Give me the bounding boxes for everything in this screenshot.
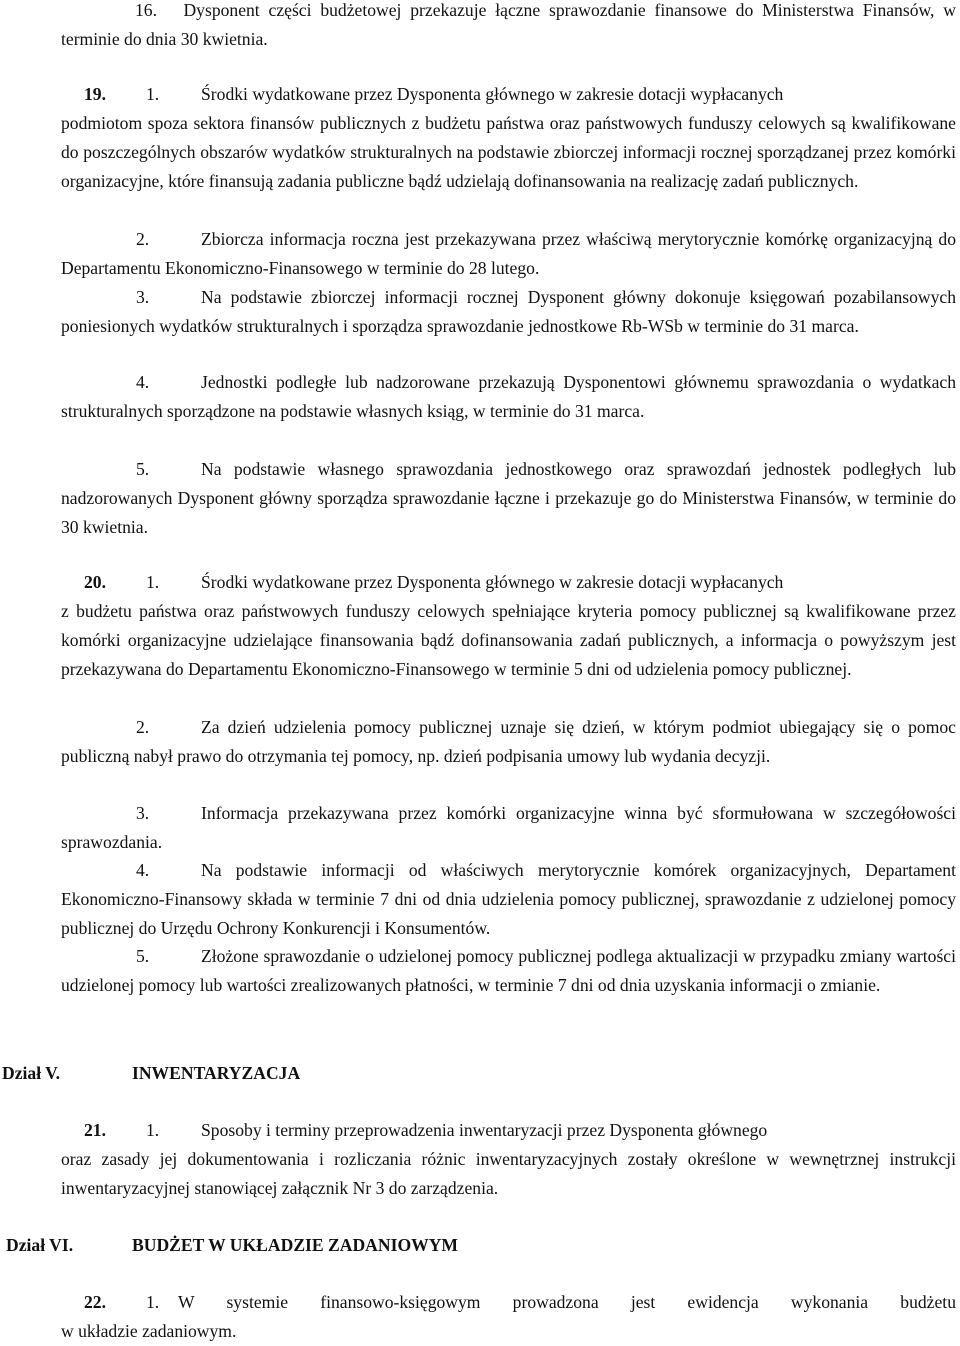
section-22 [61,1288,956,1346]
section-20-item-3-num: 3. [136,803,150,823]
section-20-item-5-text: Złożone sprawozdanie o udzielonej pomocy publicznej podlega aktualizacji w przypadku zmiany wartości udzielonej pomocy lub wartości zrealizowanych płatności, w terminie 7 dni od dnia uzyskania informacji o zmianie. [61,946,956,995]
chapter-5-heading [0,1058,960,1088]
section-19-item-3-num: 3. [136,287,150,307]
section-19-item-5-num: 5. [136,459,150,479]
paragraph-16 [61,0,956,54]
section-20-item-3 [61,799,956,857]
section-20-item-5-num: 5. [136,946,150,966]
section-19-item-4-text: Jednostki podległe lub nadzorowane przekazują Dysponentowi głównemu sprawozdania o wydatkach strukturalnych sporządzone na podstawie własnych ksiąg, w terminie do 31 marca. [61,372,956,421]
section-22-item-1-first: W systemie finansowo-księgowym prowadzona jest ewidencja wykonania budżetu [178,1292,956,1312]
section-19-number: 19. [84,84,106,104]
section-20-item-2-num: 2. [136,717,150,737]
section-21-item-1-first: Sposoby i terminy przeprowadzenia inwentaryzacji przez Dysponenta głównego [201,1120,768,1140]
section-19-item-1 [61,80,956,196]
section-20-item-1 [61,568,956,684]
section-21-item-1-num: 1. [146,1120,160,1140]
section-21 [61,1116,956,1203]
section-19-item-1-rest: podmiotom spoza sektora finansów publicznych z budżetu państwa oraz państwowych funduszy celowych są kwalifikowane do poszczególnych obszarów wydatków strukturalnych na podstawie zbiorczej informacji rocznej sporządzanej przez komórki organizacyjne, które finansują zadania publiczne bądź udzielają dofinansowania na realizację zadań publicznych. [61,113,956,191]
chapter-6-heading [0,1230,960,1260]
section-19-item-2-text: Zbiorcza informacja roczna jest przekazywana przez właściwą merytorycznie komórkę organizacyjną do Departamentu Ekonomiczno-Finansowego w terminie do 28 lutego. [61,229,956,278]
section-19-first-line [61,80,956,109]
chapter-6-title: BUDŻET W UKŁADZIE ZADANIOWYM [132,1235,459,1255]
section-22-number: 22. [84,1292,106,1312]
section-20-item-5 [61,942,956,1000]
section-19-item-5 [61,455,956,542]
section-20-item-1-num: 1. [146,572,160,592]
section-19-item-4 [61,368,956,426]
section-20-item-4-text: Na podstawie informacji od właściwych merytorycznie komórek organizacyjnych, Departament Ekonomiczno-Finansowy składa w terminie 7 dni od dnia udzielenia pomocy publicznej, sprawozdanie z udzielonej pomocy publicznej do Urzędu Ochrony Konkurencji i Konsumentów. [61,860,956,938]
section-19-item-2 [61,225,956,283]
section-19-item-4-num: 4. [136,372,150,392]
paragraph-16-text: 16. Dysponent części budżetowej przekazuje łączne sprawozdanie finansowe do Ministerstwa Finansów, w terminie do dnia 30 kwietnia. [61,0,956,49]
section-22-item-1-rest: w układzie zadaniowym. [61,1321,237,1341]
section-20-item-2-text: Za dzień udzielenia pomocy publicznej uznaje się dzień, w którym podmiot ubiegający się o pomoc publiczną nabył prawo do otrzymania tej pomocy, np. dzień podpisania umowy lub wydania decyzji. [61,717,956,766]
section-20-item-4 [61,856,956,943]
section-22-item-1-num: 1. [146,1292,160,1312]
section-21-number: 21. [84,1120,106,1140]
section-19-item-1-first: Środki wydatkowane przez Dysponenta głównego w zakresie dotacji wypłacanych [201,84,784,104]
section-19-item-1-num: 1. [146,84,160,104]
section-20-item-3-text: Informacja przekazywana przez komórki organizacyjne winna być sformułowana w szczegółowości sprawozdania. [61,803,956,852]
section-19-item-3 [61,283,956,341]
section-20-item-4-num: 4. [136,860,150,880]
section-20-first-line [61,568,956,597]
chapter-5-label: Dział V. [2,1063,61,1083]
section-19-item-5-text: Na podstawie własnego sprawozdania jednostkowego oraz sprawozdań jednostek podległych lub nadzorowanych Dysponent główny sporządza sprawozdanie łączne i przekazuje go do Ministerstwa Finansów, w terminie do 30 kwietnia. [61,459,956,537]
section-21-first-line [61,1116,956,1145]
section-20-item-2 [61,713,956,771]
section-19-item-2-num: 2. [136,229,150,249]
section-22-first-line [61,1288,956,1317]
section-21-item-1-rest: oraz zasady jej dokumentowania i rozliczania różnic inwentaryzacyjnych zostały określone w wewnętrznej instrukcji inwentaryzacyjnej stanowiącej załącznik Nr 3 do zarządzenia. [61,1149,956,1198]
chapter-5-title: INWENTARYZACJA [132,1063,301,1083]
chapter-6-label: Dział VI. [6,1235,74,1255]
section-20-item-1-rest: z budżetu państwa oraz państwowych funduszy celowych spełniające kryteria pomocy publicznej są kwalifikowane przez komórki organizacyjne udzielające finansowania bądź dofinansowania zadań publicznych, a informacja o powyższym jest przekazywana do Departamentu Ekonomiczno-Finansowego w terminie 5 dni od udzielenia pomocy publicznej. [61,601,956,679]
section-20-item-1-first: Środki wydatkowane przez Dysponenta głównego w zakresie dotacji wypłacanych [201,572,784,592]
section-19-item-3-text: Na podstawie zbiorczej informacji rocznej Dysponent główny dokonuje księgowań pozabilansowych poniesionych wydatków strukturalnych i sporządza sprawozdanie jednostkowe Rb-WSb w terminie do 31 marca. [61,287,956,336]
section-20-number: 20. [84,572,106,592]
